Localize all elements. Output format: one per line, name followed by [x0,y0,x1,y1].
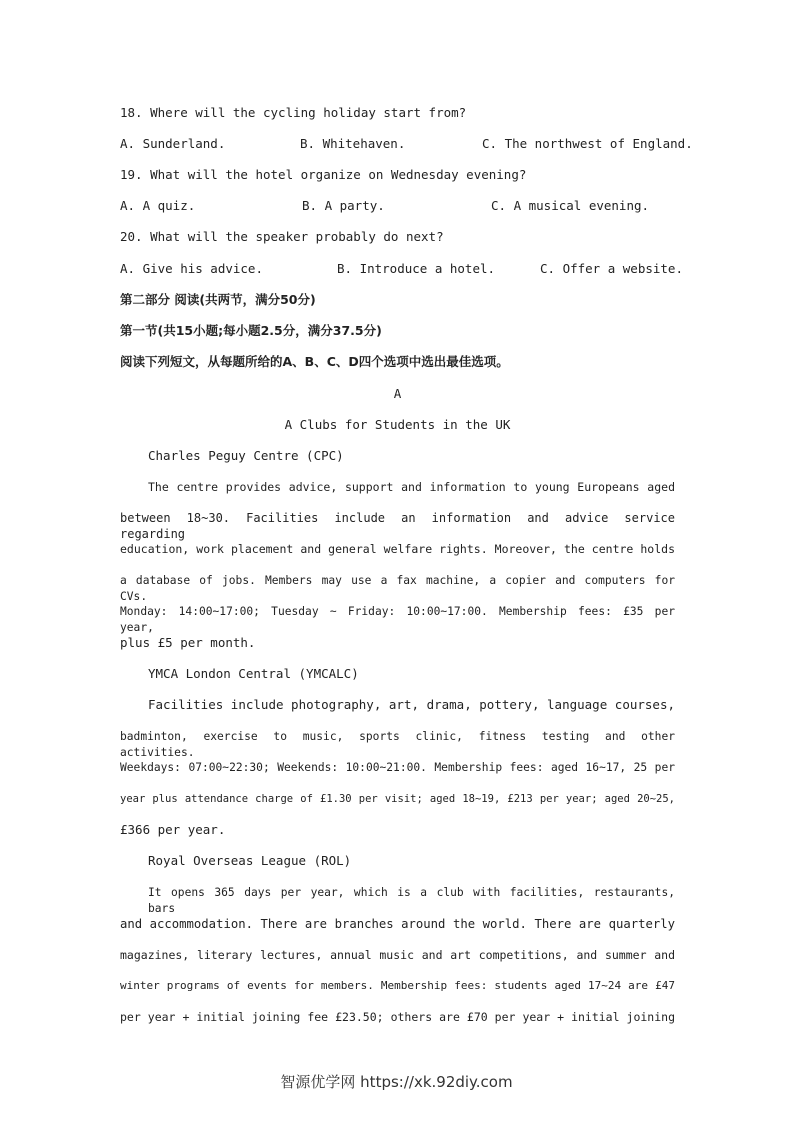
question-19-stem: 19. What will the hotel organize on Wednesday evening? [120,167,527,182]
club-name: Royal Overseas League (ROL) [148,853,352,868]
subsection-heading: 第一节(共15小题;每小题2.5分，满分37.5分) [120,323,382,338]
question-20-stem: 20. What will the speaker probably do next? [120,229,444,244]
club-name: Charles Peguy Centre (CPC) [148,448,344,463]
club-text-line: badminton, exercise to music, sports clinic, fitness testing and other activities. [120,730,675,759]
club-text-line: Monday: 14:00~17:00; Tuesday ~ Friday: 10:00~17:00. Membership fees: £35 per year, [120,605,675,634]
question-18-option-c: C. The northwest of England. [482,136,693,151]
club-text-line: per year + initial joining fee £23.50; others are £70 per year + initial joining [120,1010,675,1024]
instruction-text: 阅读下列短文，从每题所给的A、B、C、D四个选项中选出最佳选项。 [120,354,509,369]
club-text-line: It opens 365 days per year, which is a club with facilities, restaurants, bars [148,886,675,915]
question-20-option-a: A. Give his advice. [120,261,263,276]
question-18-option-b: B. Whitehaven. [300,136,406,151]
club-text-line: education, work placement and general welfare rights. Moreover, the centre holds [120,542,675,556]
passage-label: A [393,386,402,401]
question-19-option-a: A. A quiz. [120,198,196,213]
question-20-option-c: C. Offer a website. [540,261,683,276]
club-text-line: year plus attendance charge of £1.30 per visit; aged 18~19, £213 per year; aged 20~25, [120,793,675,805]
passage-title: A Clubs for Students in the UK [284,417,511,432]
club-text-line: Weekdays: 07:00~22:30; Weekends: 10:00~21:00. Membership fees: aged 16~17, 25 per [120,761,675,774]
club-text-line: plus £5 per month. [120,635,256,650]
club-text-line: £366 per year. [120,822,226,837]
club-name: YMCA London Central (YMCALC) [148,666,359,681]
club-text-line: Facilities include photography, art, drama, pottery, language courses, [148,697,675,712]
club-text-line: The centre provides advice, support and information to young Europeans aged [148,480,675,494]
question-19-option-b: B. A party. [302,198,385,213]
question-18-option-a: A. Sunderland. [120,136,226,151]
question-18-stem: 18. Where will the cycling holiday start from? [120,105,467,120]
club-text-line: magazines, literary lectures, annual music and art competitions, and summer and [120,948,675,962]
club-text-line: and accommodation. There are branches around the world. There are quarterly [120,917,675,931]
question-20-option-b: B. Introduce a hotel. [337,261,496,276]
club-text-line: between 18~30. Facilities include an information and advice service regarding [120,511,675,541]
question-19-option-c: C. A musical evening. [491,198,650,213]
footer-watermark: 智源优学网 https://xk.92diy.com [280,1073,513,1091]
club-text-line: a database of jobs. Members may use a fax machine, a copier and computers for CVs. [120,574,675,603]
club-text-line: winter programs of events for members. Membership fees: students aged 17~24 are £47 [120,979,675,992]
section-heading: 第二部分 阅读(共两节，满分50分) [120,292,316,307]
